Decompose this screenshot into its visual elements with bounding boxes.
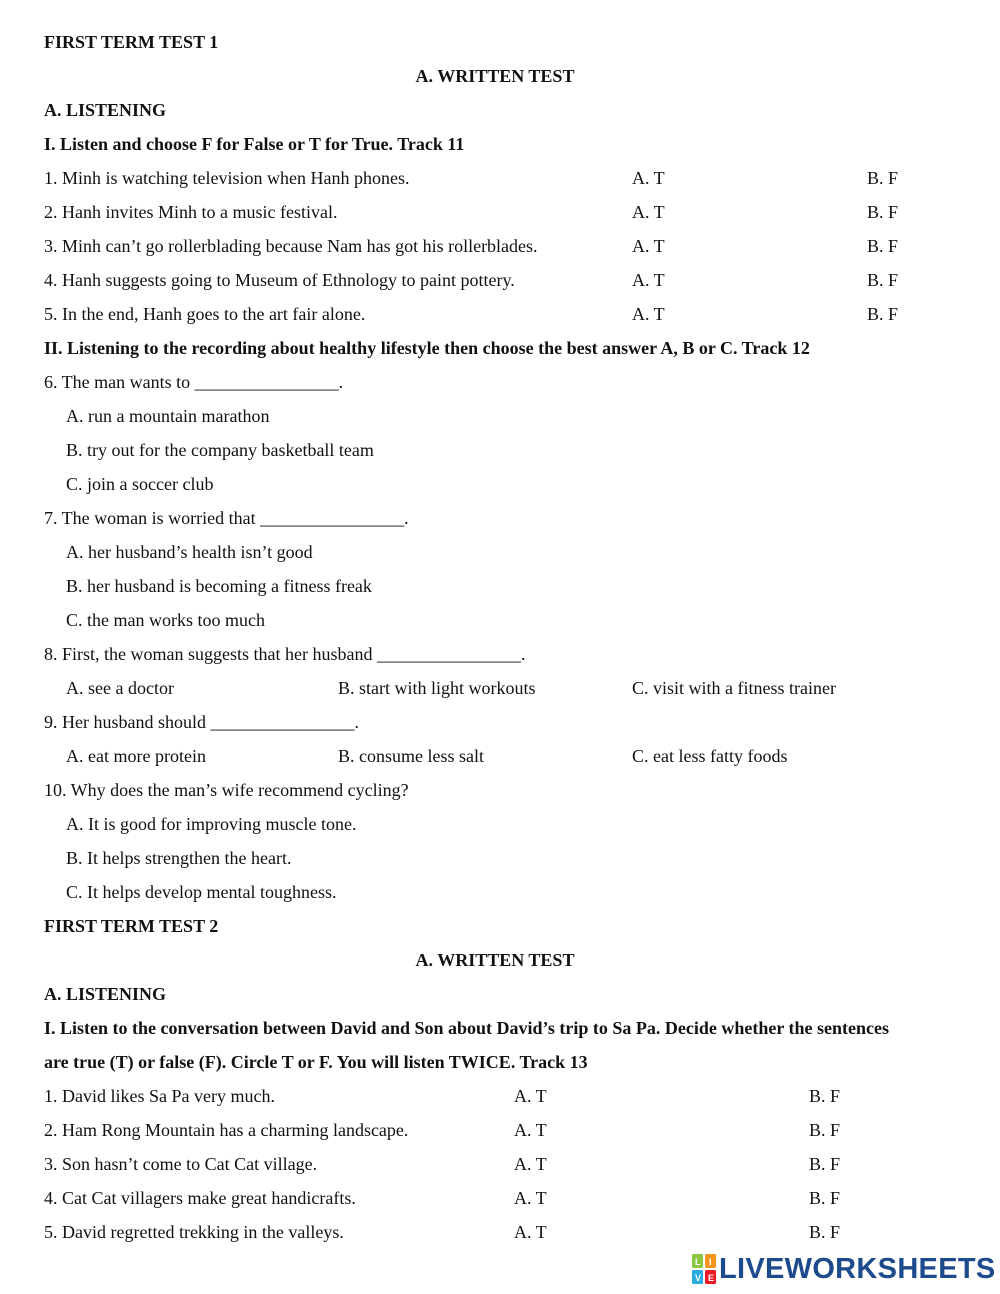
- test2-q1-text: 1. David likes Sa Pa very much.: [44, 1086, 275, 1106]
- test1-q10-text: 10. Why does the man’s wife recommend cycling?: [44, 780, 409, 800]
- liveworksheets-logo: [692, 1252, 996, 1286]
- test2-q2-option-b[interactable]: B. F: [809, 1120, 841, 1140]
- test1-q9-option-a[interactable]: A. eat more protein: [66, 746, 206, 766]
- test2-q5-text: 5. David regretted trekking in the valleys.: [44, 1222, 344, 1242]
- test2-q3-text: 3. Son hasn’t come to Cat Cat village.: [44, 1154, 318, 1174]
- liveworksheets-logo-text: LIVEWORKSHEETS: [719, 1253, 996, 1285]
- test2-listening-heading: A. LISTENING: [44, 984, 167, 1004]
- test2-q3-option-a[interactable]: A. T: [514, 1154, 547, 1174]
- svg-text:E: E: [708, 1273, 715, 1283]
- svg-text:L: L: [695, 1257, 701, 1267]
- test1-q4-text: 4. Hanh suggests going to Museum of Ethnology to paint pottery.: [44, 270, 515, 290]
- test2-q4-text: 4. Cat Cat villagers make great handicrafts.: [44, 1188, 356, 1208]
- test1-q9-option-c[interactable]: C. eat less fatty foods: [632, 746, 788, 766]
- test1-q2-option-a[interactable]: A. T: [632, 202, 665, 222]
- test2-q5-option-b[interactable]: B. F: [809, 1222, 841, 1242]
- test1-q7-option-c[interactable]: C. the man works too much: [66, 610, 265, 630]
- test1-part2-heading: II. Listening to the recording about healthy lifestyle then choose the best answer A, B or C. Track 12: [44, 338, 810, 358]
- test1-q3-option-a[interactable]: A. T: [632, 236, 665, 256]
- test2-q1-option-a[interactable]: A. T: [514, 1086, 547, 1106]
- test1-q6-text: 6. The man wants to ________________.: [44, 372, 344, 392]
- test2-q4-option-a[interactable]: A. T: [514, 1188, 547, 1208]
- test1-q8-option-c[interactable]: C. visit with a fitness trainer: [632, 678, 836, 698]
- test1-q10-option-b[interactable]: B. It helps strengthen the heart.: [66, 848, 292, 868]
- test1-written-test-heading: A. WRITTEN TEST: [415, 66, 575, 86]
- test1-q8-option-b[interactable]: B. start with light workouts: [338, 678, 536, 698]
- test1-q8-option-a[interactable]: A. see a doctor: [66, 678, 174, 698]
- test2-q3-option-b[interactable]: B. F: [809, 1154, 841, 1174]
- test1-q4-option-a[interactable]: A. T: [632, 270, 665, 290]
- test2-q2-option-a[interactable]: A. T: [514, 1120, 547, 1140]
- test1-q10-option-c[interactable]: C. It helps develop mental toughness.: [66, 882, 337, 902]
- test1-q1-text: 1. Minh is watching television when Hanh phones.: [44, 168, 410, 188]
- test1-q6-option-a[interactable]: A. run a mountain marathon: [66, 406, 270, 426]
- test2-q5-option-a[interactable]: A. T: [514, 1222, 547, 1242]
- test1-title: FIRST TERM TEST 1: [44, 32, 219, 52]
- test1-q7-text: 7. The woman is worried that ________________.: [44, 508, 409, 528]
- test1-q8-text: 8. First, the woman suggests that her husband ________________.: [44, 644, 526, 664]
- test1-q9-option-b[interactable]: B. consume less salt: [338, 746, 484, 766]
- test1-q9-text: 9. Her husband should ________________.: [44, 712, 359, 732]
- test1-q6-option-b[interactable]: B. try out for the company basketball team: [66, 440, 374, 460]
- test1-q5-option-a[interactable]: A. T: [632, 304, 665, 324]
- test1-q5-text: 5. In the end, Hanh goes to the art fair alone.: [44, 304, 366, 324]
- test1-q10-option-a[interactable]: A. It is good for improving muscle tone.: [66, 814, 357, 834]
- test1-q2-text: 2. Hanh invites Minh to a music festival.: [44, 202, 338, 222]
- test1-q4-option-b[interactable]: B. F: [867, 270, 899, 290]
- test2-q4-option-b[interactable]: B. F: [809, 1188, 841, 1208]
- test1-q1-option-b[interactable]: B. F: [867, 168, 899, 188]
- test2-title: FIRST TERM TEST 2: [44, 916, 219, 936]
- test1-q7-option-b[interactable]: B. her husband is becoming a fitness freak: [66, 576, 372, 596]
- svg-text:I: I: [709, 1257, 712, 1267]
- test2-written-test-heading: A. WRITTEN TEST: [415, 950, 575, 970]
- test1-q1-option-a[interactable]: A. T: [632, 168, 665, 188]
- test2-part1-heading-line1: I. Listen to the conversation between David and Son about David’s trip to Sa Pa. Decide whether the sentences: [44, 1018, 889, 1038]
- test2-q2-text: 2. Ham Rong Mountain has a charming landscape.: [44, 1120, 409, 1140]
- test1-listening-heading: A. LISTENING: [44, 100, 167, 120]
- test1-part1-heading: I. Listen and choose F for False or T for True. Track 11: [44, 134, 465, 154]
- test1-q3-text: 3. Minh can’t go rollerblading because Nam has got his rollerblades.: [44, 236, 538, 256]
- test1-q7-option-a[interactable]: A. her husband’s health isn’t good: [66, 542, 313, 562]
- svg-text:V: V: [695, 1273, 702, 1283]
- test1-q3-option-b[interactable]: B. F: [867, 236, 899, 256]
- test2-q1-option-b[interactable]: B. F: [809, 1086, 841, 1106]
- test1-q2-option-b[interactable]: B. F: [867, 202, 899, 222]
- test2-part1-heading-line2: are true (T) or false (F). Circle T or F. You will listen TWICE. Track 13: [44, 1052, 588, 1072]
- test1-q5-option-b[interactable]: B. F: [867, 304, 899, 324]
- liveworksheets-logo-icon: [692, 1254, 716, 1284]
- test1-q6-option-c[interactable]: C. join a soccer club: [66, 474, 214, 494]
